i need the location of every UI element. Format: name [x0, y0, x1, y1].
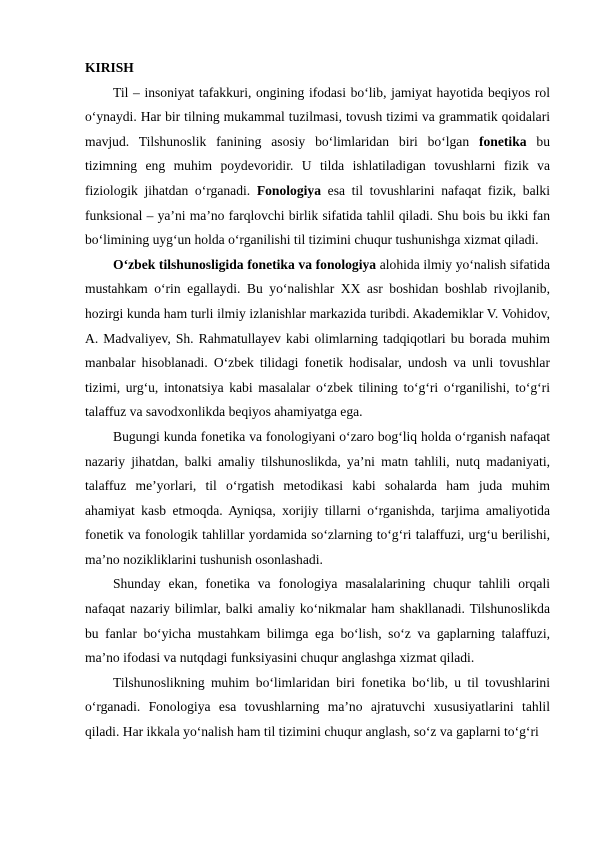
- paragraph-1: [85, 81, 550, 253]
- term-fonologiya: Fonologiya: [256, 182, 322, 198]
- term-fonetika: fonetika: [478, 133, 527, 149]
- paragraph-1-text: bu tizimning eng muhim poydevoridir. U tilda ishlatiladigan tovushlarni fizik va fiziologik jihatdan o‘rganadi.: [85, 133, 550, 198]
- paragraph-4-text: Shunday ekan, fonetika va fonologiya masalalarining chuqur tahlili orqali nafaqat nazariy bilimlar, balki amaliy ko‘nikmalar ham shakllanadi. Tilshunoslikda bu fanlar bo‘yicha mustahkam bilimga ega bo‘lish, so‘z va gaplarning talaffuzi, ma’no ifodasi va nutqdagi funksiyasini chuqur anglashga xizmat qiladi.: [85, 576, 550, 666]
- document-page: [85, 56, 550, 745]
- paragraph-1-text: esa til tovushlarini nafaqat fizik, balki funksional – ya’ni ma’no farqlovchi birlik sifatida tahlil qiladi. Shu bois bu ikki fan bo‘limining uyg‘un holda o‘rganilishi til tizimini chuqur tushunishga xizmat qiladi.: [85, 182, 550, 248]
- paragraph-3: [85, 425, 550, 573]
- paragraph-3-text: Bugungi kunda fonetika va fonologiyani o‘zaro bog‘liq holda o‘rganish nafaqat nazariy jihatdan, balki amaliy tilshunoslikda, ya’ni matn tahlili, nutq madaniyati, talaffuz me’yorlari, til o‘rgatish metodikasi kabi sohalarda ham juda muhim ahamiyat kasb etmoqda. Ayniqsa, xorijiy tillarni o‘rganishda, tarjima amaliyotida fonetik va fonologik tahlillar yordamida so‘zlarning to‘g‘ri talaffuzi, urg‘u berilishi, ma’no nozikliklarini tushunish osonlashadi.: [85, 428, 550, 567]
- paragraph-2-text: alohida ilmiy yo‘nalish sifatida mustahkam o‘rin egallaydi. Bu yo‘nalishlar XX asr boshidan boshlab rivojlanib, hozirgi kunda ham turli ilmiy izlanishlar markazida turibdi. Akademiklar V. Vohidov, A. Madvaliyev, Sh. Rahmatullayev kabi olimlarning tadqiqotlari bu borada muhim manbalar hisoblanadi. O‘zbek tilidagi fonetik hodisalar, undosh va unli tovushlar tizimi, urg‘u, intonatsiya kabi masalalar o‘zbek tilining to‘g‘ri o‘rganilishi, to‘g‘ri talaffuz va savodxonlikda beqiyos ahamiyatga ega.: [85, 256, 550, 420]
- term-uzbek-linguistics: O‘zbek tilshunosligida fonetika va fonologiya: [113, 256, 377, 272]
- paragraph-2: [85, 253, 550, 425]
- paragraph-5-text: Tilshunoslikning muhim bo‘limlaridan biri fonetika bo‘lib, u til tovushlarini o‘rganadi. Fonologiya esa tovushlarning ma’no ajratuvchi xususiyatlarini tahlil qiladi. Har ikkala yo‘nalish ham til tizimini chuqur anglash, so‘z va gaplarni to‘g‘ri: [85, 674, 550, 740]
- paragraph-5: [85, 671, 550, 745]
- paragraph-1-text: Til – insoniyat tafakkuri, ongining ifodasi bo‘lib, jamiyat hayotida beqiyos rol o‘ynaydi. Har bir tilning mukammal tuzilmasi, tovush tizimi va grammatik qoidalari mavjud. Tilshunoslik fanining asosiy bo‘limlaridan biri bo‘lgan: [85, 84, 550, 149]
- section-heading: KIRISH: [85, 60, 134, 75]
- paragraph-4: [85, 572, 550, 670]
